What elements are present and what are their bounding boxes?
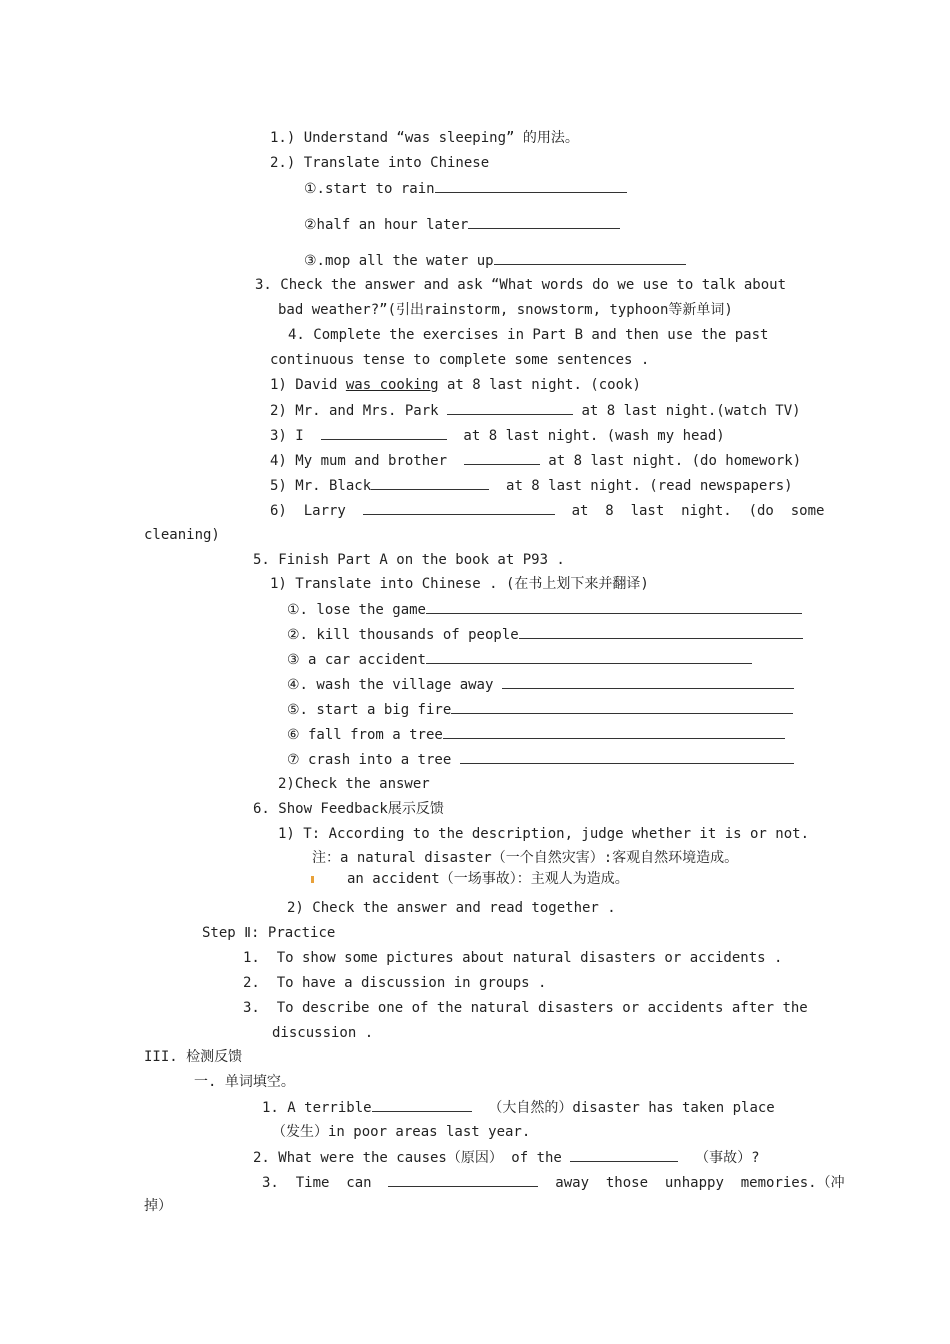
answer-blank — [494, 251, 686, 265]
question-1-suffix: （大自然的）disaster has taken place — [471, 1100, 775, 1116]
exercise-1 — [270, 376, 641, 394]
exercise-5 — [270, 476, 793, 495]
answer-blank — [502, 675, 794, 689]
exercise-3-prefix: 3) I — [270, 428, 321, 444]
question-2-suffix: （事故）? — [678, 1150, 760, 1166]
phrase-6 — [287, 725, 785, 744]
exercise-6 — [270, 501, 824, 520]
translate-item-2 — [304, 215, 620, 234]
phrase-7-text: ⑦ crash into a tree — [287, 752, 460, 768]
exercise-2-suffix: at 8 last night.(watch TV) — [573, 403, 801, 419]
answer-blank — [460, 750, 794, 764]
practice-item-2: 2. To have a discussion in groups . — [243, 975, 547, 991]
answer-blank — [363, 501, 555, 515]
answer-blank — [468, 215, 620, 229]
exercise-4-suffix: at 8 last night. (do homework) — [539, 453, 802, 469]
phrase-7 — [287, 750, 794, 769]
goal-line-2: 2.) Translate into Chinese — [270, 155, 490, 171]
answer-blank — [464, 451, 540, 465]
phrase-2 — [287, 625, 803, 644]
phrase-6-text: ⑥ fall from a tree — [287, 727, 443, 743]
step-5-sub-2: 2)Check the answer — [278, 776, 430, 792]
answer-blank — [321, 426, 447, 440]
phrase-2-text: ②. kill thousands of people — [287, 627, 519, 643]
phrase-1 — [287, 600, 802, 619]
exercise-3-suffix: at 8 last night. (wash my head) — [446, 428, 725, 444]
note-line-2: an accident（一场事故）：主观人为造成。 — [347, 871, 629, 887]
phrase-4 — [287, 675, 794, 694]
phrase-3-text: ③ a car accident — [287, 652, 426, 668]
phrase-3 — [287, 650, 752, 669]
answer-blank — [426, 600, 802, 614]
answer-blank — [435, 179, 627, 193]
note-line-1: 注：a natural disaster（一个自然灾害）:客观自然环境造成。 — [312, 850, 739, 866]
phrase-4-text: ④. wash the village away — [287, 677, 502, 693]
question-1-prefix: 1. A terrible — [262, 1100, 372, 1116]
translate-item-3-text: ③.mop all the water up — [304, 253, 494, 269]
goal-line-1: 1.) Understand “was sleeping” 的用法。 — [270, 130, 579, 146]
step-5-heading: 5. Finish Part A on the book at P93 . — [253, 552, 565, 568]
step-6-sub-1: 1) T: According to the description, judge whether it is or not. — [278, 826, 810, 842]
step-6-sub-2: 2) Check the answer and read together . — [287, 900, 616, 916]
exercise-1-prefix: 1) David — [270, 377, 346, 393]
answer-blank — [443, 725, 785, 739]
practice-item-1: 1. To show some pictures about natural disasters or accidents . — [243, 950, 783, 966]
practice-item-3-continued: discussion . — [272, 1025, 374, 1041]
phrase-5 — [287, 700, 793, 719]
question-2 — [253, 1148, 760, 1167]
exercise-4-prefix: 4) My mum and brother — [270, 453, 464, 469]
step-6-heading: 6. Show Feedback展示反馈 — [253, 801, 444, 817]
question-2-prefix: 2. What were the causes（原因） of the — [253, 1150, 571, 1166]
question-3 — [262, 1173, 845, 1192]
answer-blank — [426, 650, 752, 664]
step-3-line-2: bad weather?”(引出rainstorm, snowstorm, typhoon等新单词) — [278, 302, 733, 318]
practice-item-3: 3. To describe one of the natural disasters or accidents after the — [243, 1000, 808, 1016]
question-1 — [262, 1098, 775, 1117]
exercise-6-prefix: 6) Larry — [270, 503, 363, 519]
phrase-5-text: ⑤. start a big fire — [287, 702, 452, 718]
translate-item-3 — [304, 251, 686, 270]
answer-blank — [372, 1098, 472, 1112]
subsection-1-heading: 一. 单词填空。 — [194, 1074, 295, 1090]
phrase-1-text: ①. lose the game — [287, 602, 426, 618]
translate-item-1 — [304, 179, 627, 198]
answer-blank — [447, 401, 573, 415]
question-1-continued: （发生）in poor areas last year. — [272, 1124, 531, 1140]
highlight-mark — [311, 876, 314, 883]
step-3-line-1: 3. Check the answer and ask “What words do we use to talk about — [255, 277, 787, 293]
step-5-sub-1: 1) Translate into Chinese . (在书上划下来并翻译) — [270, 576, 649, 592]
question-3-continued: 掉） — [144, 1198, 172, 1214]
answer-blank — [570, 1148, 678, 1162]
exercise-1-suffix: at 8 last night. (cook) — [438, 377, 641, 393]
exercise-1-answer: was cooking — [345, 377, 439, 393]
translate-item-2-text: ②half an hour later — [304, 217, 469, 233]
step-2-heading: Step Ⅱ: Practice — [202, 925, 336, 941]
section-3-heading: III. 检测反馈 — [144, 1049, 243, 1065]
exercise-6-suffix: at 8 last night. (do some — [554, 503, 825, 519]
exercise-3 — [270, 426, 725, 445]
answer-blank — [451, 700, 793, 714]
translate-item-1-text: ①.start to rain — [304, 181, 435, 197]
question-3-suffix: away those unhappy memories.（冲 — [538, 1175, 845, 1191]
question-3-prefix: 3. Time can — [262, 1175, 389, 1191]
answer-blank — [388, 1173, 538, 1187]
exercise-5-prefix: 5) Mr. Black — [270, 478, 372, 494]
exercise-5-suffix: at 8 last night. (read newspapers) — [489, 478, 793, 494]
exercise-6-continued: cleaning) — [144, 527, 220, 543]
step-4-line-1: 4. Complete the exercises in Part B and then use the past — [288, 327, 769, 343]
step-4-line-2: continuous tense to complete some sentences . — [270, 352, 650, 368]
exercise-2 — [270, 401, 801, 420]
exercise-4 — [270, 451, 801, 470]
answer-blank — [519, 625, 803, 639]
exercise-2-prefix: 2) Mr. and Mrs. Park — [270, 403, 448, 419]
answer-blank — [371, 476, 489, 490]
